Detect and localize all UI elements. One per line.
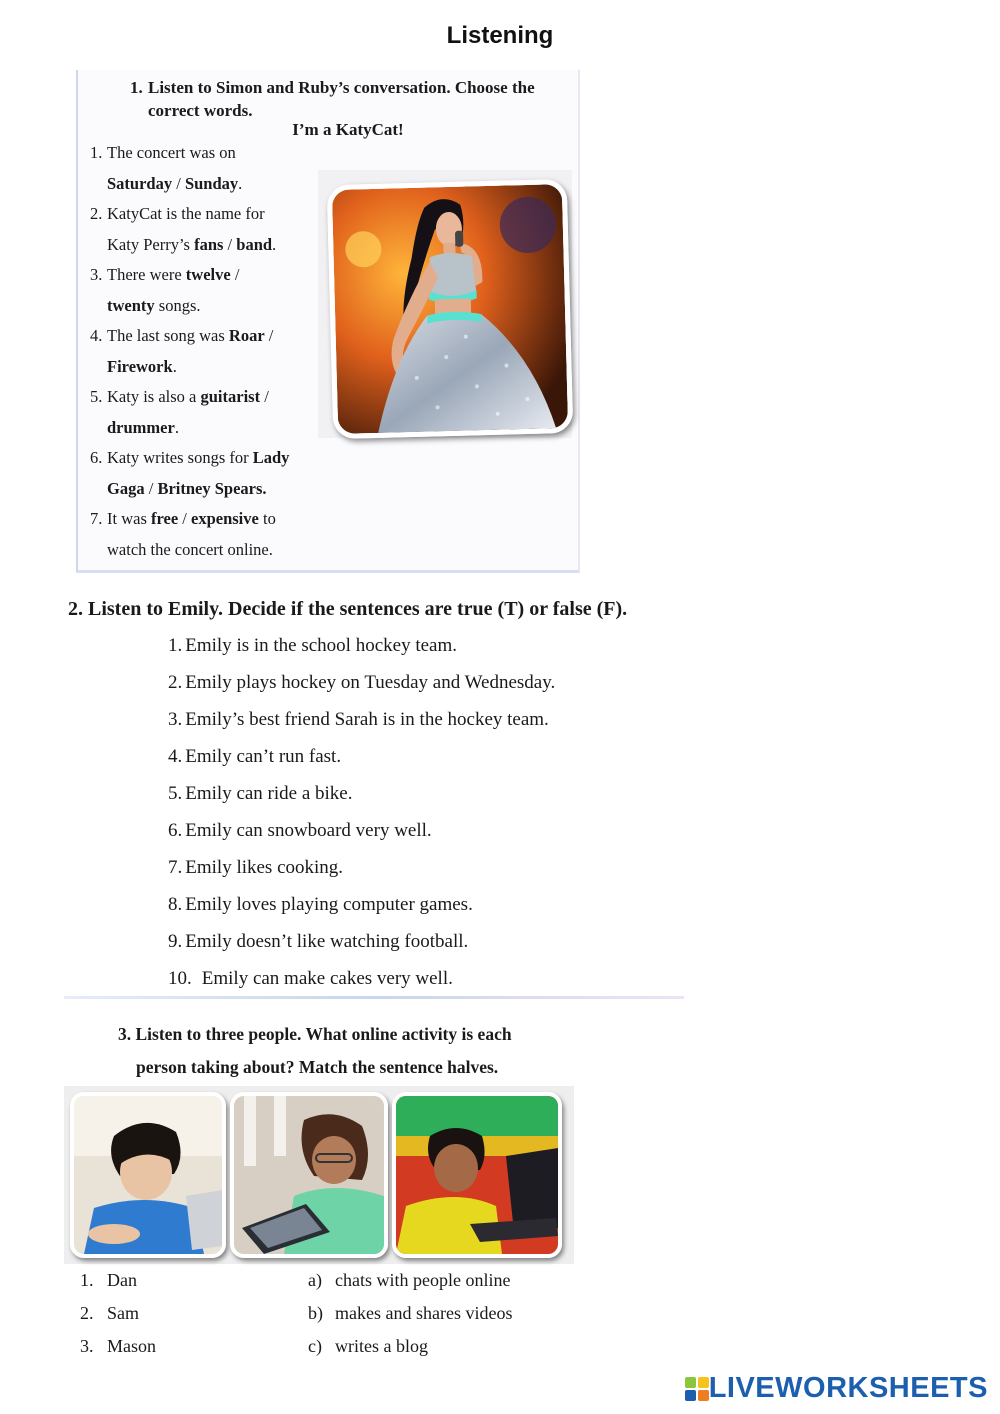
question-line-1 [107, 382, 327, 413]
true-false-statement [168, 931, 468, 953]
question-line-2-segment: fans [194, 234, 224, 254]
question-line-2-segment: band [236, 234, 273, 254]
activity-item [308, 1270, 510, 1291]
person-item [80, 1270, 137, 1291]
person-name: Sam [107, 1303, 140, 1323]
photo-boy-computer [392, 1092, 562, 1258]
liveworksheets-logo-icon [685, 1377, 709, 1401]
true-false-statement [168, 894, 473, 916]
question-number: 3. [90, 265, 103, 284]
question-line-1-segment: to [258, 509, 276, 528]
true-false-statement [168, 635, 457, 657]
statement-number: 7. [168, 857, 183, 878]
statement-number: 3. [168, 709, 183, 730]
statement-text: Emily doesn’t like watching football. [185, 931, 469, 952]
question-text [107, 138, 327, 199]
person-item [80, 1336, 156, 1357]
true-false-statement [168, 857, 343, 879]
question-line-2 [107, 535, 327, 566]
question-line-1-segment: KatyCat is the name for [107, 204, 265, 223]
statement-text: Emily can’t run fast. [185, 746, 342, 767]
girl-tablet-illustration [234, 1096, 384, 1254]
question-line-1-segment: free [151, 509, 179, 528]
question-line-2-segment: Britney Spears. [157, 478, 267, 498]
question-line-1-segment: / [260, 387, 269, 406]
statement-text: Emily loves playing computer games. [185, 894, 473, 915]
statement-text: Emily’s best friend Sarah is in the hockey team. [185, 709, 549, 730]
statement-number: 6. [168, 820, 183, 841]
question-line-1 [107, 321, 327, 352]
photo-girl-tablet [230, 1092, 388, 1258]
singer-photo-frame [327, 179, 574, 439]
true-false-statement [168, 746, 341, 768]
boy-computer-illustration [396, 1096, 558, 1254]
question-text [107, 382, 327, 443]
question-line-1 [107, 443, 327, 474]
question-line-1-segment: expensive [191, 509, 259, 528]
question-line-2-segment: / [144, 478, 158, 498]
activity-letter: a) [308, 1270, 322, 1290]
true-false-statement [168, 709, 549, 731]
statement-number: 9. [168, 931, 183, 952]
section-1-panel [76, 70, 580, 573]
section-3-heading [118, 1018, 578, 1084]
liveworksheets-logo [685, 1372, 988, 1405]
true-false-statement [168, 783, 353, 805]
question-line-2-segment: Katy Perry’s [107, 234, 195, 254]
statement-text: Emily is in the school hockey team. [185, 635, 458, 656]
section-3-heading-line-2: person taking about? Match the sentence halves. [136, 1057, 499, 1077]
question-line-1-segment: twelve [185, 265, 231, 284]
question-text [107, 199, 327, 260]
liveworksheets-logo-text: LIVEWORKSHEETS [708, 1372, 988, 1404]
person-number: 2. [80, 1303, 94, 1323]
statement-number: 1. [168, 635, 183, 656]
question-text [107, 504, 327, 565]
question-number: 4. [90, 326, 103, 345]
section-2-heading: 2. Listen to Emily. Decide if the sentences are true (T) or false (F). [68, 598, 628, 620]
question-line-1-segment: guitarist [200, 387, 261, 406]
question-line-2-segment: drummer [107, 417, 175, 437]
true-false-statement [168, 968, 453, 990]
statement-number: 4. [168, 746, 183, 767]
question-line-1 [107, 199, 327, 230]
question-line-1 [107, 504, 327, 535]
activity-text: writes a blog [335, 1336, 428, 1356]
question-text [107, 321, 327, 382]
question-line-2-segment: . [174, 417, 179, 437]
activity-text: chats with people online [335, 1270, 511, 1290]
question-text [107, 443, 327, 504]
statement-number: 2. [168, 672, 183, 693]
people-photo-strip [64, 1086, 574, 1264]
activity-item [308, 1303, 512, 1324]
question-line-1 [107, 260, 327, 291]
question-line-1-segment: Lady [252, 448, 290, 467]
question-line-1-segment: There were [107, 265, 186, 284]
question-line-2-segment: / [223, 234, 237, 254]
question-line-1-segment: The concert was on [107, 143, 236, 162]
activity-item [308, 1336, 428, 1357]
photo-boy-laptop [70, 1092, 226, 1258]
question-line-1-segment: Katy is also a [107, 387, 201, 406]
question-line-2-segment: . [272, 234, 277, 254]
person-name: Mason [107, 1336, 156, 1356]
question-number: 1. [90, 143, 103, 162]
question-text [107, 260, 327, 321]
statement-text: Emily can ride a bike. [185, 783, 353, 804]
question-line-2 [107, 169, 327, 200]
statement-text: Emily likes cooking. [185, 857, 344, 878]
question-line-2-segment: Sunday [184, 173, 239, 193]
section-3-heading-line-1: Listen to three people. What online activity is each [135, 1024, 512, 1044]
statement-text: Emily can snowboard very well. [185, 820, 432, 841]
boy-laptop-illustration [74, 1096, 222, 1254]
person-name: Dan [107, 1270, 137, 1290]
question-line-1-segment: / [178, 509, 192, 528]
activity-letter: c) [308, 1336, 322, 1356]
question-line-1-segment: Roar [228, 326, 265, 345]
question-line-1-segment: The last song was [107, 326, 229, 345]
statement-number: 5. [168, 783, 183, 804]
section-divider [64, 996, 684, 999]
person-number: 1. [80, 1270, 94, 1290]
statement-number: 10. [168, 968, 192, 989]
question-line-2 [107, 413, 327, 444]
question-line-2-segment: . [172, 356, 177, 376]
question-number: 5. [90, 387, 103, 406]
question-line-1-segment: / [264, 326, 274, 345]
question-line-1 [107, 138, 327, 169]
singer-illustration [332, 184, 568, 434]
true-false-statement [168, 672, 555, 694]
question-line-2-segment: watch the concert online. [107, 539, 273, 559]
question-line-2-segment: Firework [107, 356, 173, 376]
question-line-2 [107, 291, 327, 322]
activity-letter: b) [308, 1303, 323, 1323]
statement-text: Emily plays hockey on Tuesday and Wednesday. [185, 672, 556, 693]
person-item [80, 1303, 139, 1324]
question-line-2-segment: twenty [107, 295, 155, 315]
statement-number: 8. [168, 894, 183, 915]
page-title: Listening [446, 22, 554, 49]
activity-text: makes and shares videos [335, 1303, 513, 1323]
section-1-number: 1. [130, 78, 143, 97]
question-line-2-segment: Gaga [107, 478, 145, 498]
statement-text: Emily can make cakes very well. [201, 968, 453, 989]
true-false-statement [168, 820, 432, 842]
question-line-2-segment: songs. [154, 295, 201, 315]
question-line-2 [107, 474, 327, 505]
section-1-subtitle: I’m a KatyCat! [292, 120, 404, 139]
question-number: 6. [90, 448, 103, 467]
concert-photo [318, 170, 572, 438]
question-line-1-segment: It was [107, 509, 151, 528]
question-line-2-segment: / [172, 173, 185, 193]
question-line-2 [107, 230, 327, 261]
question-line-2-segment: . [238, 173, 243, 193]
question-line-2 [107, 352, 327, 383]
question-number: 7. [90, 509, 103, 528]
question-number: 2. [90, 204, 103, 223]
question-line-1-segment: Katy writes songs for [107, 448, 253, 467]
question-line-2-segment: Saturday [107, 173, 173, 193]
question-line-1-segment: / [230, 265, 240, 284]
person-number: 3. [80, 1336, 94, 1356]
section-3-number: 3. [118, 1024, 132, 1044]
section-1-instruction: Listen to Simon and Ruby’s conversation. Choose the correct words. [148, 78, 535, 120]
